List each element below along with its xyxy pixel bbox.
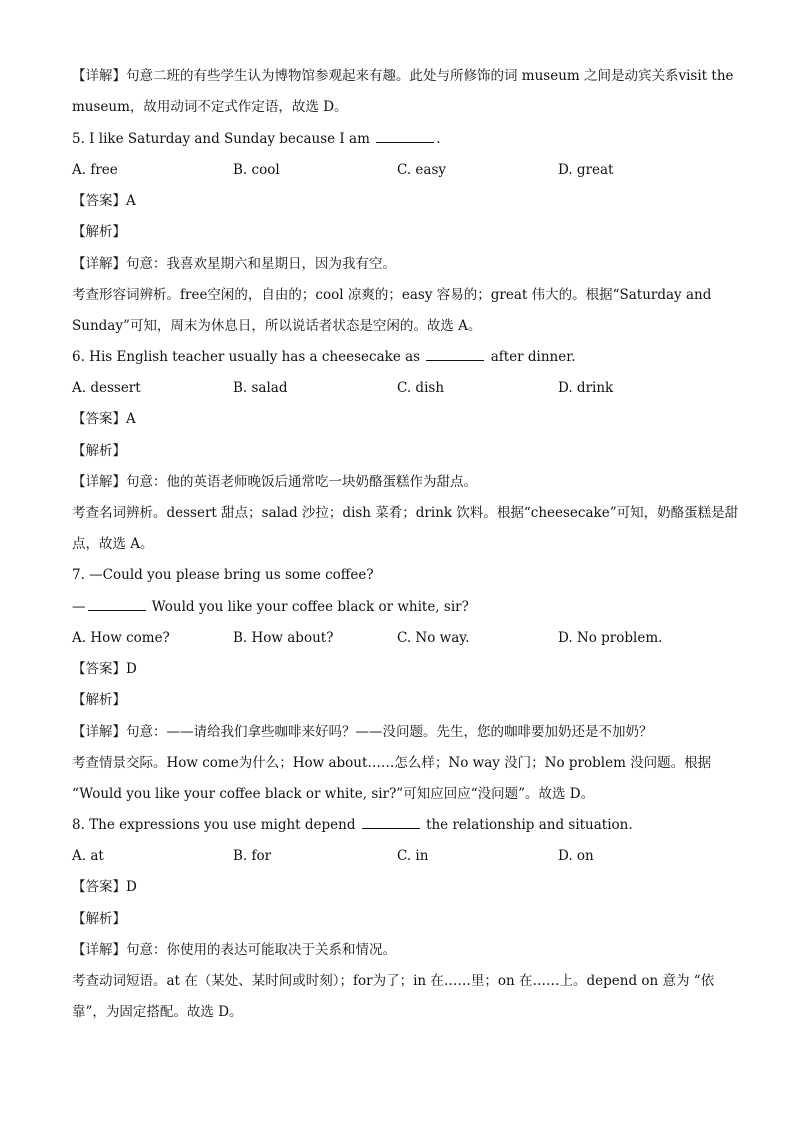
question-5-answer: 【答案】A <box>72 193 136 209</box>
question-6-stem <box>72 347 576 367</box>
question-5-explain-2: Sunday”可知，周末为休息日，所以说话者状态是空闲的。故选 A。 <box>72 318 482 334</box>
question-6-detail: 【详解】句意：他的英语老师晚饭后通常吃一块奶酪蛋糕作为甜点。 <box>72 474 477 490</box>
question-6-option-a: A. dessert <box>72 380 141 396</box>
question-8-option-a: A. at <box>72 848 104 864</box>
question-7-option-b: B. How about? <box>233 630 334 646</box>
question-5-stem <box>72 129 441 149</box>
question-8-stem-text: 8. The expressions you use might depend <box>72 817 356 833</box>
question-5-stem-text: 5. I like Saturday and Sunday because I am <box>72 131 370 147</box>
question-8-stem-end: the relationship and situation. <box>426 817 633 833</box>
question-8-option-d: D. on <box>558 848 594 864</box>
question-8-option-b: B. for <box>233 848 272 864</box>
question-6-explain-1: 考查名词辨析。dessert 甜点；salad 沙拉；dish 菜肴；drink 饮料。根据“cheesecake”可知，奶酪蛋糕是甜 <box>72 505 739 521</box>
question-5-option-c: C. easy <box>397 162 447 178</box>
question-8-option-c: C. in <box>397 848 429 864</box>
question-8-explain-1: 考查动词短语。at 在（某处、某时间或时刻）；for为了；in 在……里；on 在……上。depend on 意为 “依 <box>72 973 715 989</box>
question-6-stem-text: 6. His English teacher usually has a cheesecake as <box>72 349 421 365</box>
question-7-blank <box>88 598 146 611</box>
question-6-explain-2: 点，故选 A。 <box>72 536 154 552</box>
question-8-analysis-label: 【解析】 <box>72 911 126 927</box>
question-7-stem-end: Would you like your coffee black or white, sir? <box>151 599 469 615</box>
question-6-answer: 【答案】A <box>72 411 136 427</box>
question-5-option-d: D. great <box>558 162 614 178</box>
question-5-blank <box>376 130 434 143</box>
question-7-answer: 【答案】D <box>72 661 137 677</box>
question-7-analysis-label: 【解析】 <box>72 692 126 708</box>
question-5-explain-1: 考查形容词辨析。free空闲的，自由的；cool 凉爽的；easy 容易的；great 伟大的。根据“Saturday and <box>72 287 712 303</box>
question-5-option-a: A. free <box>72 162 118 178</box>
question-6-option-b: B. salad <box>233 380 288 396</box>
question-7-stem-line-1: 7. —Could you please bring us some coffee? <box>72 567 374 583</box>
question-7-dash: — <box>72 599 86 615</box>
question-7-detail: 【详解】句意：——请给我们拿些咖啡来好吗？——没问题。先生，您的咖啡要加奶还是不加奶？ <box>72 724 653 740</box>
previous-detail-line-1: 【详解】句意二班的有些学生认为博物馆参观起来有趣。此处与所修饰的词 museum 之间是动宾关系visit the <box>72 68 734 84</box>
question-8-blank <box>362 816 420 829</box>
question-6-analysis-label: 【解析】 <box>72 443 126 459</box>
question-5-detail: 【详解】句意：我喜欢星期六和星期日，因为我有空。 <box>72 256 396 272</box>
question-8-explain-2: 靠”，为固定搭配。故选 D。 <box>72 1004 243 1020</box>
question-6-stem-end: after dinner. <box>490 349 576 365</box>
question-6-blank <box>426 348 484 361</box>
question-8-detail: 【详解】句意：你使用的表达可能取决于关系和情况。 <box>72 942 396 958</box>
question-6-option-d: D. drink <box>558 380 614 396</box>
question-7-option-c: C. No way. <box>397 630 470 646</box>
question-7-option-a: A. How come? <box>72 630 170 646</box>
question-7-explain-2: “Would you like your coffee black or white, sir?”可知应回应“没问题”。故选 D。 <box>72 786 595 802</box>
previous-detail-line-2: museum，故用动词不定式作定语，故选 D。 <box>72 99 348 115</box>
question-7-stem-line-2 <box>72 597 469 617</box>
question-8-answer: 【答案】D <box>72 879 137 895</box>
question-5-option-b: B. cool <box>233 162 280 178</box>
question-8-stem <box>72 815 633 835</box>
question-7-explain-1: 考查情景交际。How come为什么；How about……怎么样；No way 没门；No problem 没问题。根据 <box>72 755 712 771</box>
question-7-option-d: D. No problem. <box>558 630 663 646</box>
question-6-option-c: C. dish <box>397 380 445 396</box>
question-5-analysis-label: 【解析】 <box>72 224 126 240</box>
question-5-stem-end: . <box>436 131 441 147</box>
